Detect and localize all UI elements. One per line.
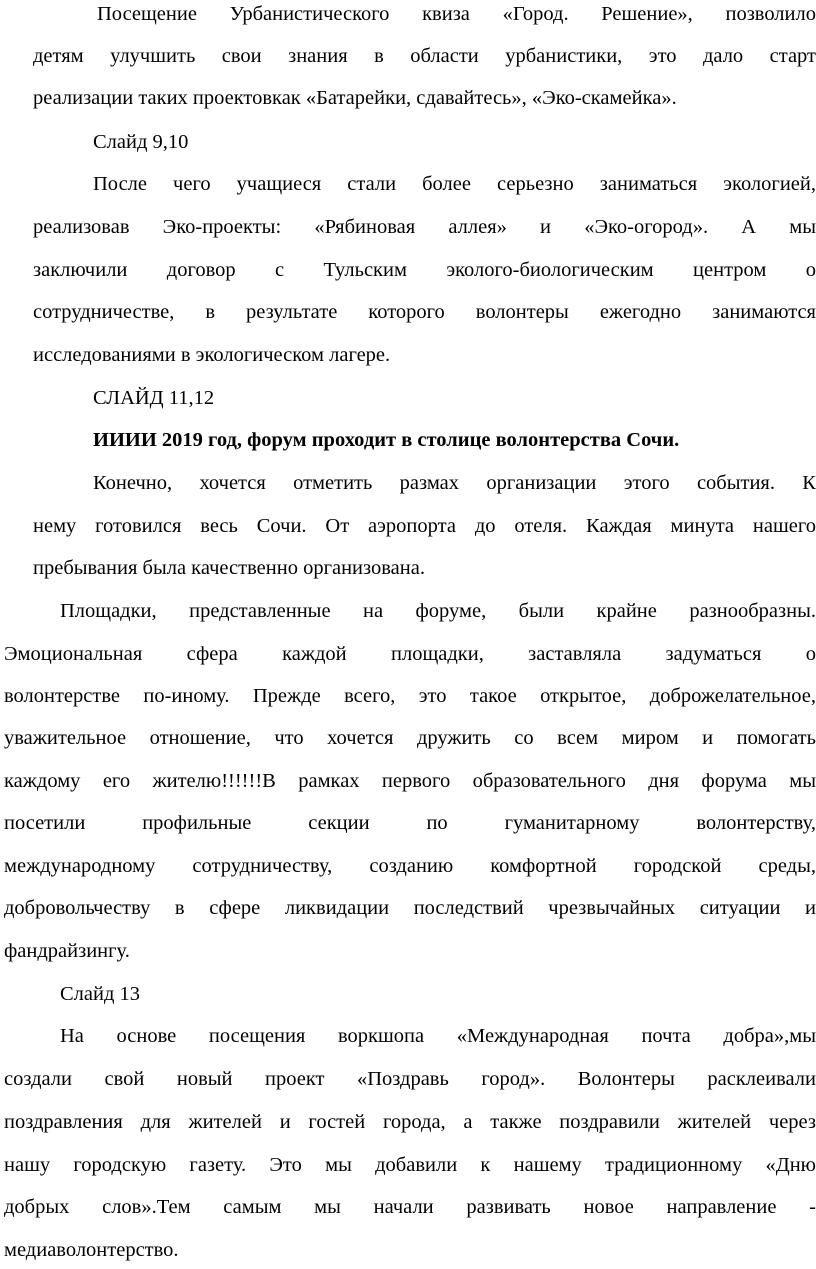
text-line-1: Посещение Урбанистического квиза «Город. Решение», позволило: [97, 3, 816, 25]
text-line-21: международному сотрудничеству, созданию комфортной городской среды,: [4, 855, 816, 877]
text-line-22: добровольчеству в сфере ликвидации последствий чрезвычайных ситуации и: [4, 897, 816, 919]
text-line-17: волонтерстве по-иному. Прежде всего, это такое открытое, доброжелательное,: [4, 685, 816, 707]
text-line-3: реализации таких проектовкак «Батарейки, сдавайтесь», «Эко-скамейка».: [33, 87, 677, 109]
slide-label-11-12: СЛАЙД 11,12: [93, 387, 215, 409]
text-line-15: Площадки, представленные на форуме, были крайне разнообразны.: [60, 600, 816, 622]
text-line-5: После чего учащиеся стали более серьезно заниматься экологией,: [93, 173, 816, 195]
text-line-29: добрых слов».Тем самым мы начали развивать новое направление -: [4, 1196, 816, 1218]
text-line-26: создали свой новый проект «Поздравь город». Волонтеры расклеивали: [4, 1068, 816, 1090]
text-line-13: нему готовился весь Сочи. От аэропорта до отеля. Каждая минута нашего: [33, 515, 816, 537]
text-line-20: посетили профильные секции по гуманитарному волонтерству,: [4, 812, 816, 834]
section-heading-forum: ИИИИ 2019 год, форум проходит в столице волонтерства Сочи.: [93, 429, 680, 451]
text-line-28: нашу городскую газету. Это мы добавили к нашему традиционному «Дню: [4, 1154, 816, 1176]
text-line-2: детям улучшить свои знания в области урбанистики, это дало старт: [33, 45, 816, 67]
text-line-30: медиаволонтерство.: [4, 1239, 179, 1261]
slide-label-13: Слайд 13: [60, 983, 141, 1005]
text-line-23: фандрайзингу.: [4, 940, 130, 962]
text-line-8: сотрудничестве, в результате которого волонтеры ежегодно занимаются: [33, 301, 816, 323]
text-line-6: реализовав Эко-проекты: «Рябиновая аллея» и «Эко-огород». А мы: [33, 216, 816, 238]
text-line-9: исследованиями в экологическом лагере.: [33, 344, 391, 366]
text-line-18: уважительное отношение, что хочется дружить со всем миром и помогать: [4, 727, 816, 749]
text-line-7: заключили договор с Тульским эколого-биологическим центром о: [33, 259, 816, 281]
text-line-16: Эмоциональная сфера каждой площадки, заставляла задуматься о: [4, 643, 816, 665]
text-line-25: На основе посещения воркшопа «Международная почта добра»,мы: [60, 1025, 816, 1047]
text-line-19: каждому его жителю!!!!!!В рамках первого образовательного дня форума мы: [4, 770, 816, 792]
slide-label-9-10: Слайд 9,10: [93, 131, 189, 153]
text-line-27: поздравления для жителей и гостей города, а также поздравили жителей через: [4, 1111, 816, 1133]
text-line-12: Конечно, хочется отметить размах организации этого события. К: [93, 472, 816, 494]
text-line-14: пребывания была качественно организована.: [33, 557, 425, 579]
